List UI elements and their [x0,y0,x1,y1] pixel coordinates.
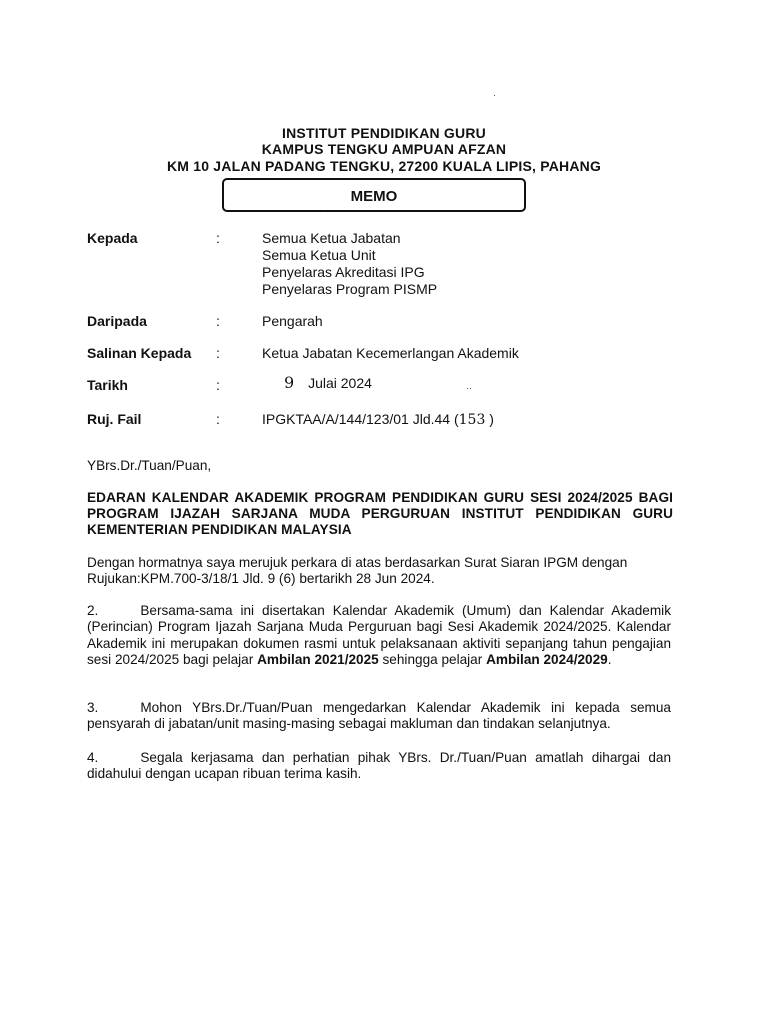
daripada-colon: : [216,313,220,329]
intake-end: Ambilan 2024/2029 [486,652,608,668]
tarikh-day: 9 [284,373,295,392]
paragraph-2-connector: sehingga pelajar [378,652,487,668]
kepada-item: Semua Ketua Jabatan [262,230,401,246]
header-campus: KAMPUS TENGKU AMPUAN AFZAN [261,141,507,157]
daripada-value: Pengarah [262,313,323,329]
paragraph-2-end: . [607,652,612,668]
ruj-label: Ruj. Fail [87,411,142,427]
memo-subject: EDARAN KALENDAR AKADEMIK PROGRAM PENDIDIKAN GURU SESI 2024/2025 BAGI PROGRAM IJAZAH SARJANA MUDA PERGURUAN INSTITUT PENDIDIKAN GURU KEMENTERIAN PENDIDIKAN MALAYSIA [87,490,673,537]
paragraph-2-number: 2. [87,603,99,618]
ruj-colon: : [216,411,220,427]
daripada-label: Daripada [87,313,147,329]
memo-box [222,178,526,212]
tarikh-month-year: Julai 2024 [308,375,372,391]
paragraph-3 [87,700,671,733]
paragraph-3-text: Mohon YBrs.Dr./Tuan/Puan mengedarkan Kalendar Akademik ini kepada semua pensyarah di jabatan/unit masing-masing sebagai makluman dan tindakan selanjutnya. [87,700,671,732]
paragraph-2-text: Bersama-sama ini disertakan Kalendar Akademik (Umum) dan Kalendar Akademik (Perincian) Program Ijazah Sarjana Muda Perguruan bagi Sesi Akademik 2024/2025. Kalendar Akademik ini merupakan dokumen rasmi untuk pelaksanaan aktiviti sepanjang tahun pengajian sesi 2024/2025 bagi pelajar [87,603,671,668]
kepada-item: Penyelaras Akreditasi IPG [262,264,425,280]
ruj-handwritten-number: 153 [458,412,486,428]
scan-speck: · [323,205,326,215]
kepada-label: Kepada [87,230,138,246]
paragraph-4-text: Segala kerjasama dan perhatian pihak YBrs. Dr./Tuan/Puan amatlah dihargai dan didahului dengan ucapan ribuan terima kasih. [87,750,671,782]
kepada-item: Semua Ketua Unit [262,247,376,263]
paragraph-4 [87,750,671,783]
ruj-value [262,411,494,429]
salinan-colon: : [216,345,220,361]
paragraph-3-number: 3. [87,700,99,715]
header-institute: INSTITUT PENDIDIKAN GURU [282,125,486,141]
paragraph-2 [87,603,671,669]
kepada-values [262,230,437,298]
salinan-label: Salinan Kepada [87,345,192,361]
ruj-close: ) [489,411,494,427]
tarikh-value [262,374,372,392]
kepada-colon: : [216,230,220,246]
memo-title: MEMO [350,188,398,205]
ruj-reference: IPGKTAA/A/144/123/01 Jld.44 ( [262,411,459,427]
paragraph-1: Dengan hormatnya saya merujuk perkara di atas berdasarkan Surat Siaran IPGM dengan Rujukan:KPM.700-3/18/1 Jld. 9 (6) bertarikh 28 Jun 2024. [87,555,628,587]
intake-start: Ambilan 2021/2025 [257,652,379,668]
tarikh-colon: : [216,377,220,393]
header-address: KM 10 JALAN PADANG TENGKU, 27200 KUALA LIPIS, PAHANG [166,158,602,174]
scan-speck: ·· [466,383,472,393]
tarikh-label: Tarikh [87,377,128,393]
salinan-value: Ketua Jabatan Kecemerlangan Akademik [262,345,519,361]
salutation: YBrs.Dr./Tuan/Puan, [87,458,212,473]
kepada-item: Penyelaras Program PISMP [262,281,438,297]
paragraph-4-number: 4. [87,750,99,765]
scan-speck: · [493,90,496,100]
